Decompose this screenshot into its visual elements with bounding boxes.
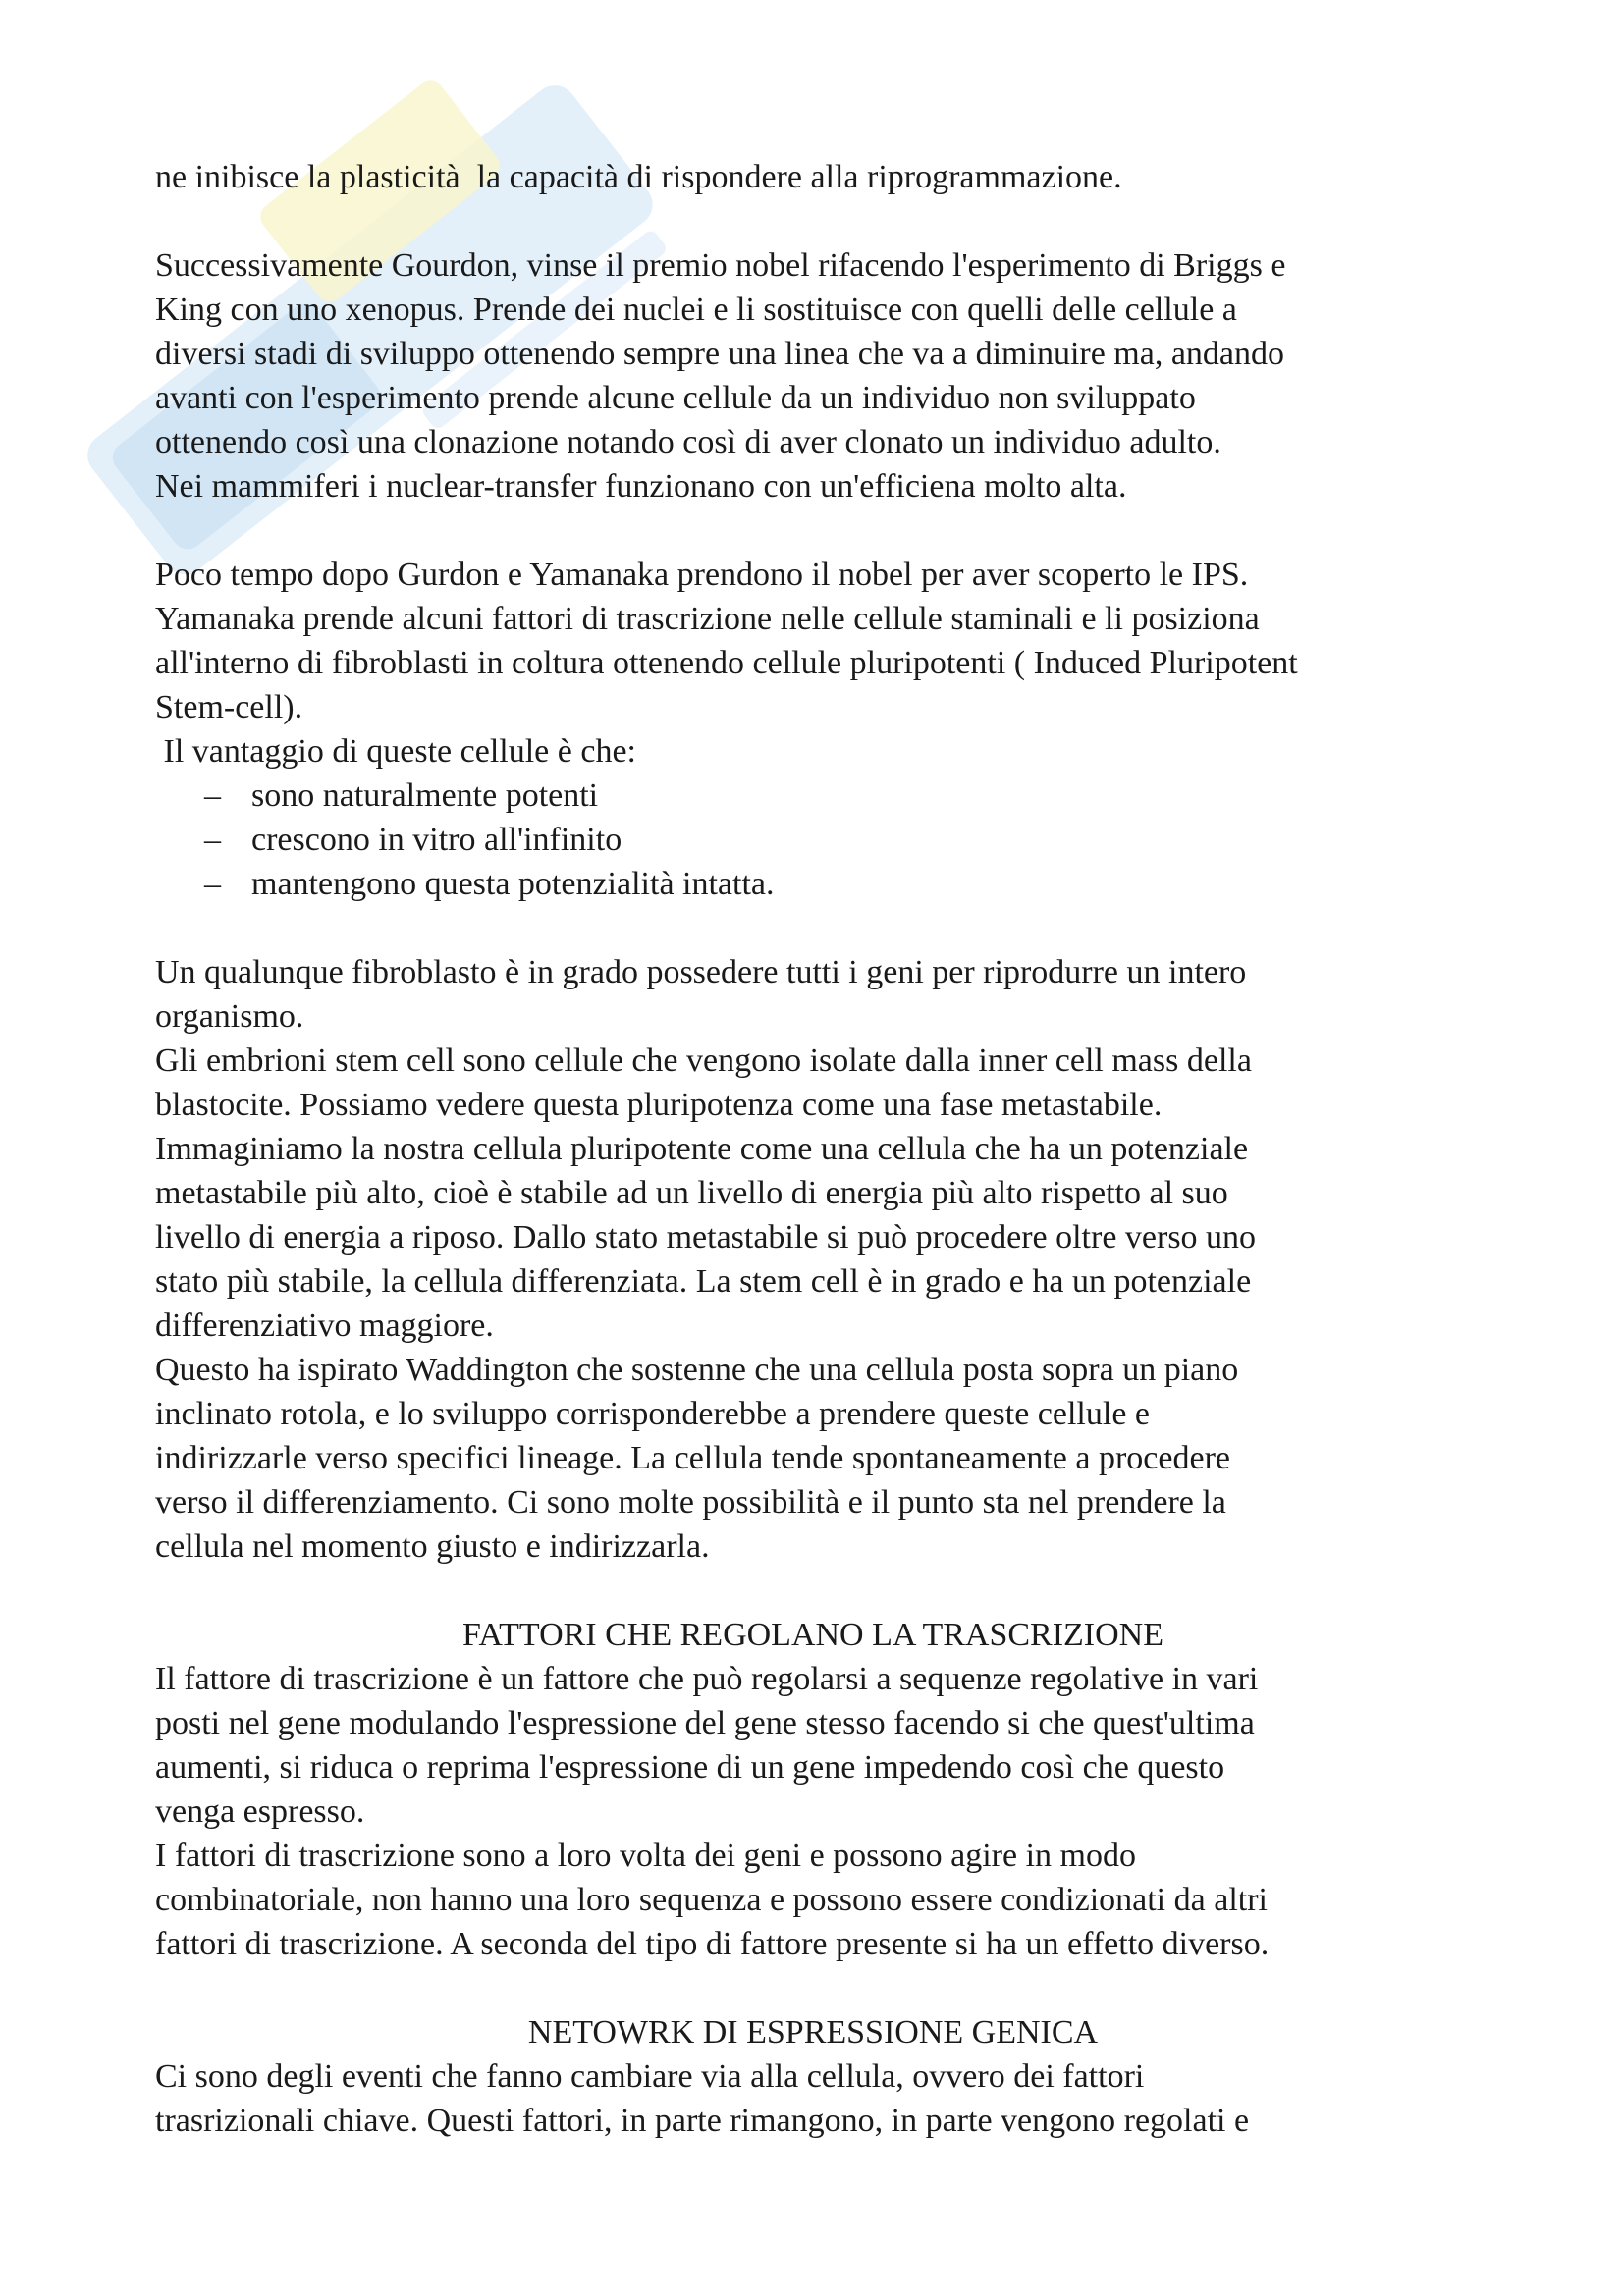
text-line: Il fattore di trascrizione è un fattore che può regolarsi a sequenze regolative in vari [155,1661,1259,1697]
text-line: stato più stabile, la cellula differenziata. La stem cell è in grado e ha un potenziale [155,1263,1252,1300]
list-item [204,774,1490,818]
text-line: Yamanaka prende alcuni fattori di trascrizione nelle cellule staminali e li posiziona [155,601,1260,637]
spacer [155,1569,1490,1613]
text-line: fattori di trascrizione. A seconda del tipo di fattore presente si ha un effetto diverso. [155,1926,1270,1962]
text-line: livello di energia a riposo. Dallo stato metastabile si può procedere oltre verso uno [155,1219,1257,1255]
text-line: cellula nel momento giusto e indirizzarla. [155,1528,710,1565]
section-heading-transcription-factors: FATTORI CHE REGOLANO LA TRASCRIZIONE [461,1617,1164,1653]
paragraph-4 [155,950,1490,1569]
list-item [204,862,1490,906]
text-line: Successivamente Gourdon, vinse il premio nobel rifacendo l'esperimento di Briggs e [155,247,1286,284]
text-line: trasrizionali chiave. Questi fattori, in parte rimangono, in parte vengono regolati e [155,2103,1250,2139]
list-item-text: mantengono questa potenzialità intatta. [251,866,775,902]
text-line: aumenti, si riduca o reprima l'espressione di un gene impedendo così che questo [155,1749,1225,1786]
paragraph-3 [155,553,1490,729]
spacer [155,508,1490,553]
advantage-intro: Il vantaggio di queste cellule è che: [155,733,636,770]
bullet-dash: – [204,866,221,902]
document-page [155,155,1490,2143]
text-line: Questo ha ispirato Waddington che sostenne che una cellula posta sopra un piano [155,1352,1239,1388]
text-line: inclinato rotola, e lo sviluppo corrisponderebbe a prendere queste cellule e [155,1396,1151,1432]
bullet-dash: – [204,822,221,858]
list-item-text: crescono in vitro all'infinito [251,822,622,858]
spacer [155,199,1490,243]
text-line: venga espresso. [155,1793,365,1830]
text-line: metastabile più alto, cioè è stabile ad un livello di energia più alto rispetto al suo [155,1175,1228,1211]
bullet-dash: – [204,777,221,814]
text-line: Immaginiamo la nostra cellula pluripotente come una cellula che ha un potenziale [155,1131,1249,1167]
text-line: differenziativo maggiore. [155,1308,494,1344]
text-line: Stem-cell). [155,689,303,725]
spacer [155,1966,1490,2010]
paragraph-5 [155,1657,1490,1966]
list-item-text: sono naturalmente potenti [251,777,599,814]
paragraph-1 [155,155,1490,199]
text-line: combinatoriale, non hanno una loro sequenza e possono essere condizionati da altri [155,1882,1268,1918]
advantage-list [155,774,1490,906]
paragraph-6 [155,2055,1490,2143]
text-line: Poco tempo dopo Gurdon e Yamanaka prendono il nobel per aver scoperto le IPS. [155,557,1249,593]
text-line: King con uno xenopus. Prende dei nuclei e li sostituisce con quelli delle cellule a [155,292,1237,328]
section-heading-gene-network: NETOWRK DI ESPRESSIONE GENICA [527,2014,1099,2051]
text-line: all'interno di fibroblasti in coltura ottenendo cellule pluripotenti ( Induced Pluripotent [155,645,1298,681]
text-line: I fattori di trascrizione sono a loro volta dei geni e possono agire in modo [155,1838,1136,1874]
text-line: verso il differenziamento. Ci sono molte possibilità e il punto sta nel prendere la [155,1484,1226,1521]
text-line: diversi stadi di sviluppo ottenendo sempre una linea che va a diminuire ma, andando [155,336,1285,372]
text-line: Ci sono degli eventi che fanno cambiare via alla cellula, ovvero dei fattori [155,2058,1145,2095]
text-line: Nei mammiferi i nuclear-transfer funzionano con un'efficiena molto alta. [155,468,1127,505]
text-line: posti nel gene modulando l'espressione del gene stesso facendo si che quest'ultima [155,1705,1255,1741]
text-line: ottenendo così una clonazione notando così di aver clonato un individuo adulto. [155,424,1221,460]
text-line: blastocite. Possiamo vedere questa pluripotenza come una fase metastabile. [155,1087,1163,1123]
text-line: Un qualunque fibroblasto è in grado possedere tutti i geni per riprodurre un intero [155,954,1247,990]
spacer [155,906,1490,950]
text-line: organismo. [155,998,304,1035]
text-line: Gli embrioni stem cell sono cellule che vengono isolate dalla inner cell mass della [155,1042,1252,1079]
text-line: indirizzarle verso specifici lineage. La cellula tende spontaneamente a procedere [155,1440,1230,1476]
list-item [204,818,1490,862]
text-line: avanti con l'esperimento prende alcune cellule da un individuo non sviluppato [155,380,1196,416]
text-line: ne inibisce la plasticità la capacità di rispondere alla riprogrammazione. [155,159,1122,195]
paragraph-2 [155,243,1490,508]
